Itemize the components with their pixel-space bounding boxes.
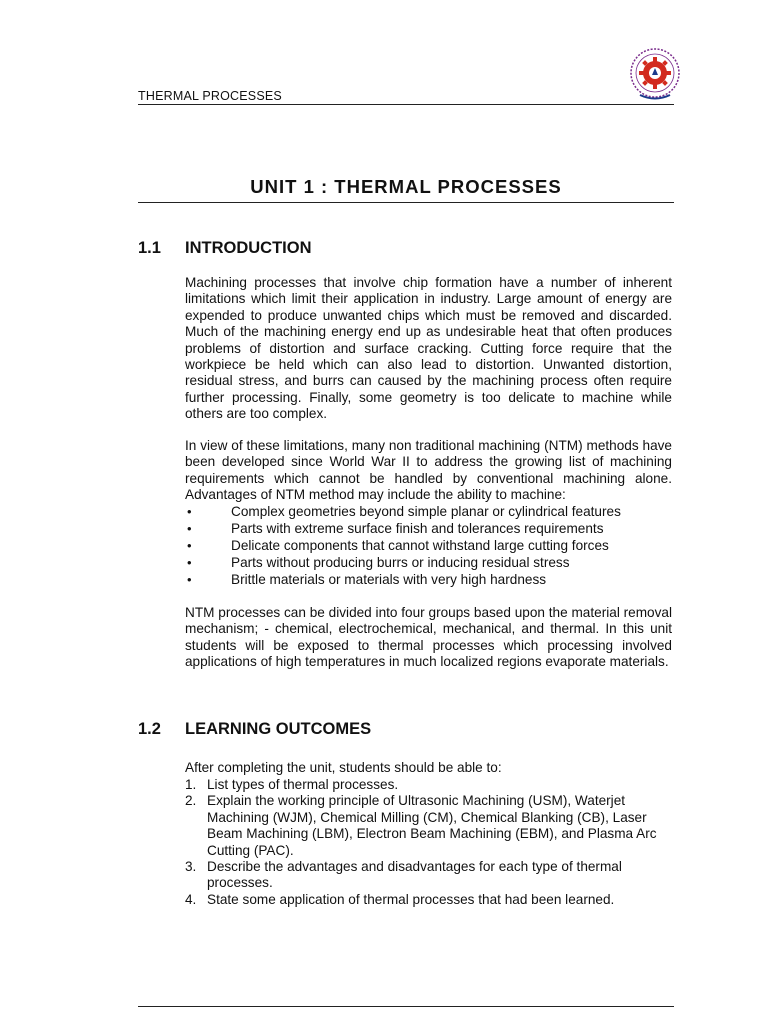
section-title: LEARNING OUTCOMES — [185, 720, 372, 738]
title-rule — [138, 202, 674, 203]
intro-paragraph-2: In view of these limitations, many non traditional machining (NTM) methods have been developed since World War II to address the growing list of machining requirements which cannot be handled by conventional machining alone. Advantages of NTM method may include the ability to machine: — [185, 438, 672, 503]
section-title: INTRODUCTION — [185, 239, 312, 257]
unit-title: UNIT 1 : THERMAL PROCESSES — [250, 176, 562, 197]
footer-rule — [138, 1006, 674, 1007]
list-item: • Complex geometries beyond simple planar or cylindrical features — [187, 504, 621, 519]
list-item: 4. State some application of thermal processes that had been learned. — [185, 891, 615, 907]
running-header: THERMAL PROCESSES — [138, 89, 282, 103]
section-heading-learning-outcomes — [138, 720, 371, 739]
list-item: • Parts with extreme surface finish and tolerances requirements — [187, 521, 604, 536]
section-number: 1.1 — [138, 239, 161, 257]
ntm-advantages-list — [185, 503, 672, 588]
list-item: • Delicate components that cannot withstand large cutting forces — [187, 538, 609, 553]
list-item: 3. Describe the advantages and disadvantages for each type of thermal processes. — [185, 859, 622, 891]
section-heading-introduction — [138, 239, 312, 258]
list-item: • Brittle materials or materials with very high hardness — [187, 572, 547, 587]
bullet-icon: • — [187, 555, 192, 570]
outcomes-intro: After completing the unit, students should be able to: — [185, 760, 502, 775]
list-item: 1. List types of thermal processes. — [185, 777, 399, 792]
intro-paragraph-1: Machining processes that involve chip formation have a number of inherent limitations which limit their application in industry. Large amount of energy are expended to produce unwanted chips which must be removed and discarded. Much of the machining energy end up as undesirable heat that often produces problems of distortion and surface cracking. Cutting force require that the workpiece be held which can also lead to distortion. Unwanted distortion, residual stress, and burrs can caused by the machining process often require further processing. Finally, some geometry is too delicate to machine while others are too complex. — [185, 275, 672, 422]
bullet-icon: • — [187, 521, 192, 536]
learning-outcomes-list — [185, 777, 672, 908]
list-item: 2. Explain the working principle of Ultrasonic Machining (USM), Waterjet Machining (WJM), Chemical Milling (CM), Chemical Blanking (CB), Laser Beam Machining (LBM), Electron Beam Machining (EBM), and Plasma Arc Cutting (PAC). — [185, 793, 657, 858]
bullet-icon: • — [187, 572, 192, 587]
bullet-icon: • — [187, 538, 192, 553]
bullet-icon: • — [187, 504, 192, 519]
section-number: 1.2 — [138, 720, 161, 738]
list-item: • Parts without producing burrs or inducing residual stress — [187, 555, 570, 570]
university-seal-icon — [628, 46, 682, 102]
header-rule — [138, 104, 674, 105]
intro-paragraph-3: NTM processes can be divided into four groups based upon the material removal mechanism; - chemical, electrochemical, mechanical, and thermal. In this unit students will be exposed to thermal processes which processing involved applications of high temperatures in much localized regions evaporate materials. — [185, 605, 672, 670]
